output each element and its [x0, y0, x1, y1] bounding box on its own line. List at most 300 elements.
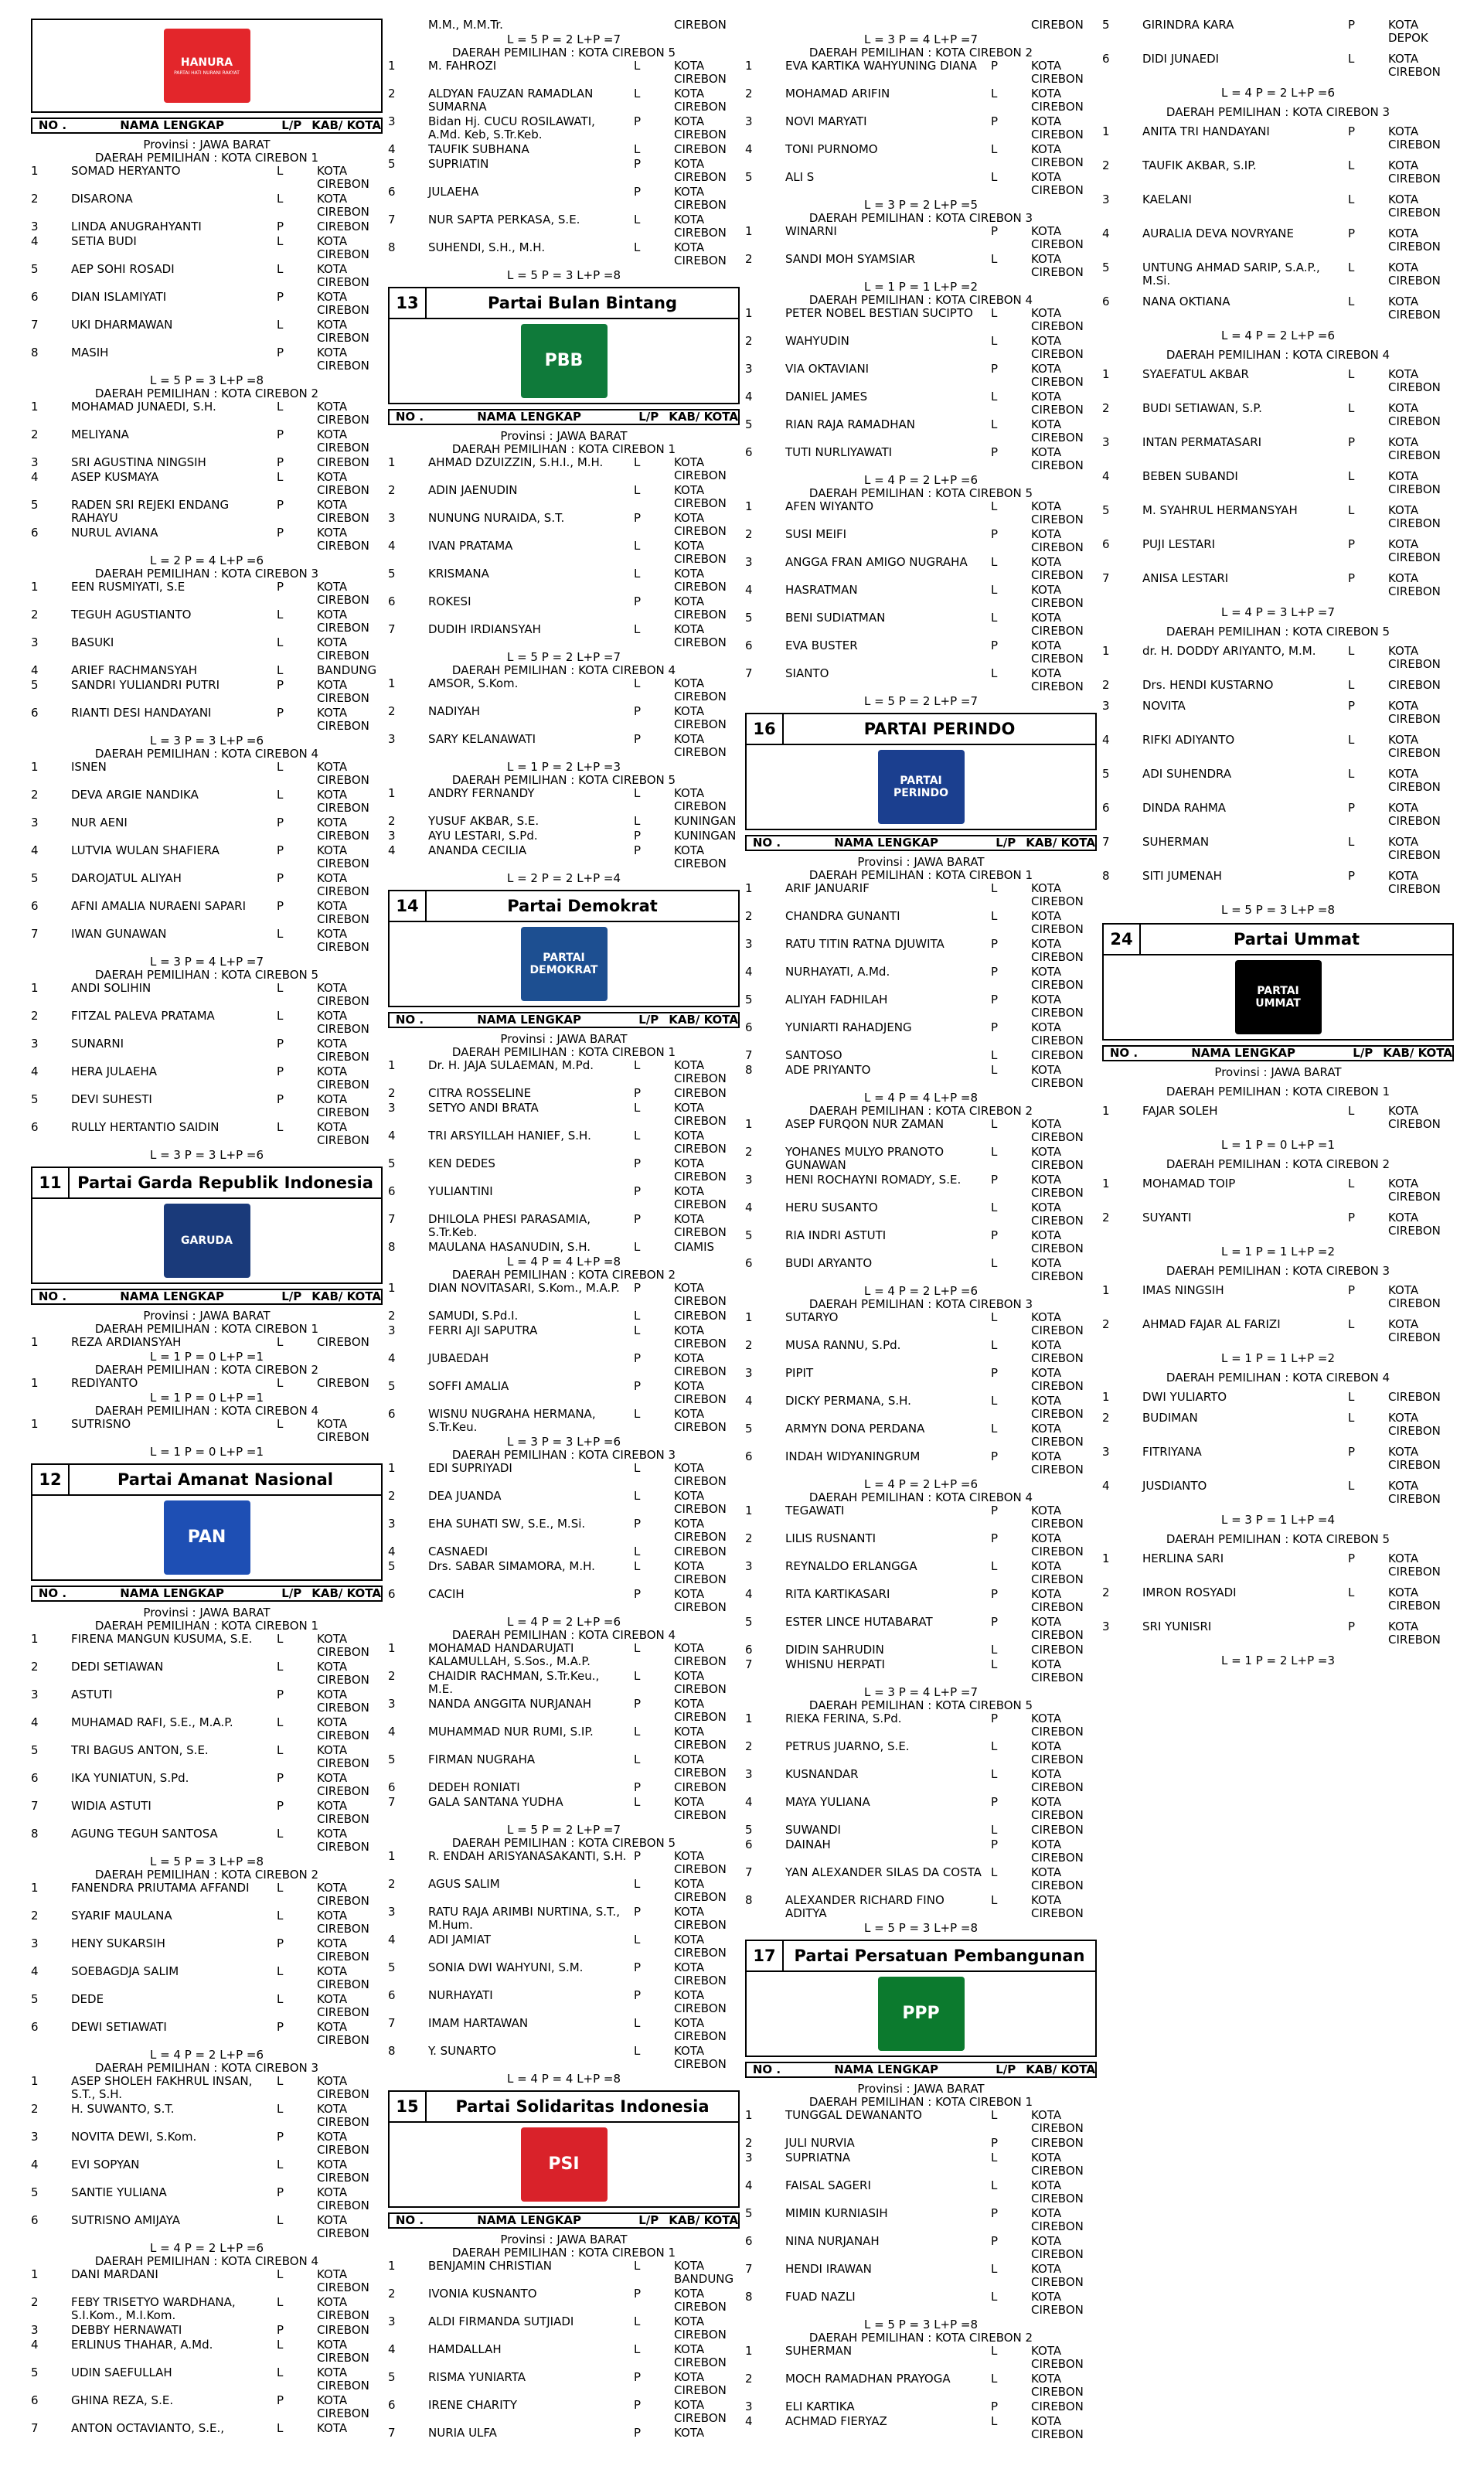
candidate-row	[1102, 1480, 1454, 1506]
candidate-name: RIA INDRI ASTUTI	[785, 1228, 887, 1242]
district-heading: DAERAH PEMILIHAN : KOTA CIREBON 2	[94, 1868, 319, 1882]
candidate-gender: P	[634, 1780, 642, 1794]
candidate-city: KOTA CIREBON	[1031, 142, 1084, 169]
party-title-bar	[388, 890, 740, 922]
candidate-number: 1	[745, 881, 753, 895]
candidate-gender: P	[991, 1587, 999, 1601]
candidate-city: KOTA CIREBON	[1031, 965, 1084, 992]
candidate-row	[1102, 645, 1454, 671]
candidate-number: 2	[31, 2295, 39, 2309]
province-label: Provinsi : JAWA BARAT	[500, 429, 628, 443]
candidate-number: 1	[745, 1310, 753, 1324]
candidate-gender: L	[277, 2366, 284, 2379]
candidate-name: NURUL AVIANA	[71, 526, 158, 540]
candidate-city: KOTA CIREBON	[317, 1936, 369, 1964]
candidate-row	[745, 1173, 1097, 1200]
candidate-row	[388, 1560, 740, 1586]
district-heading: DAERAH PEMILIHAN : KOTA CIREBON 4	[451, 663, 676, 677]
candidate-row	[31, 291, 383, 317]
candidate-row	[745, 611, 1097, 638]
candidate-number: 3	[745, 2400, 753, 2413]
candidate-name: MUSA RANNU, S.Pd.	[785, 1338, 901, 1352]
candidate-name: RIANTI DESI HANDAYANI	[71, 706, 212, 720]
candidate-name: TAUFIK SUBHANA	[428, 142, 529, 156]
candidate-number: 2	[745, 1338, 753, 1352]
district-heading: DAERAH PEMILIHAN : KOTA CIREBON 3	[451, 1448, 676, 1462]
candidate-row	[388, 595, 740, 622]
candidate-row	[1102, 504, 1454, 530]
candidate-gender: L	[634, 2342, 641, 2356]
candidate-number: 1	[31, 400, 39, 414]
candidate-city: KOTA CIREBON	[674, 539, 727, 566]
candidate-row	[31, 318, 383, 345]
candidate-number: 1	[745, 499, 753, 513]
candidate-city: KOTA CIREBON	[1031, 114, 1084, 141]
candidate-name: SUSI MEIFI	[785, 527, 847, 541]
candidate-gender: L	[1348, 401, 1355, 415]
candidate-row	[31, 2422, 383, 2435]
candidate-number: 6	[388, 2398, 396, 2412]
candidate-row	[31, 844, 383, 870]
candidate-name: DEA JUANDA	[428, 1489, 502, 1503]
candidate-gender: L	[1348, 1177, 1355, 1190]
candidate-name: ANDRY FERNANDY	[428, 786, 535, 800]
candidate-gender: L	[991, 1310, 998, 1324]
candidate-number: 5	[1102, 261, 1110, 274]
candidate-gender: L	[277, 1743, 284, 1757]
candidate-name: HENDI IRAWAN	[785, 2262, 872, 2276]
candidate-number: 5	[31, 871, 39, 885]
candidate-gender: P	[277, 498, 284, 512]
candidate-row	[1102, 1620, 1454, 1647]
candidate-number: 5	[1102, 18, 1110, 32]
candidate-name: BENI SUDIATMAN	[785, 611, 886, 625]
candidate-row	[388, 1517, 740, 1544]
candidate-gender: L	[277, 1964, 284, 1978]
candidate-gender: P	[277, 1936, 284, 1950]
candidate-row	[745, 2179, 1097, 2205]
candidate-gender: P	[277, 2020, 284, 2034]
candidate-row	[31, 499, 383, 525]
candidate-name: SYARIF MAULANA	[71, 1909, 172, 1923]
candidate-gender: P	[991, 1504, 999, 1517]
candidate-city: KOTA CIREBON	[1031, 1173, 1084, 1200]
candidate-row	[388, 1157, 740, 1184]
candidate-name: TAUFIK AKBAR, S.IP.	[1142, 158, 1257, 172]
district-heading: DAERAH PEMILIHAN : KOTA CIREBON 5	[808, 1698, 1033, 1712]
district-heading: DAERAH PEMILIHAN : KOTA CIREBON 2	[1166, 1157, 1390, 1171]
candidate-gender: L	[1348, 192, 1355, 206]
candidate-row	[388, 567, 740, 594]
candidate-city: KOTA CIREBON	[1031, 1020, 1084, 1047]
candidate-gender: L	[991, 583, 998, 597]
candidate-number: 7	[1102, 571, 1110, 585]
candidate-gender: P	[277, 2185, 284, 2199]
candidate-row	[388, 1753, 740, 1780]
candidate-name: ADI SUHENDRA	[1142, 767, 1232, 781]
candidate-name: ALDI FIRMANDA SUTJIADI	[428, 2314, 574, 2328]
district-heading: DAERAH PEMILIHAN : KOTA CIREBON 1	[451, 1045, 676, 1059]
header-lp: L/P	[1353, 1046, 1373, 1060]
logo-label: PARTAI PERINDO	[893, 775, 949, 799]
candidate-row	[31, 789, 383, 815]
candidate-number: 6	[745, 1838, 753, 1851]
party-title-bar	[31, 1463, 383, 1496]
candidate-number: 5	[388, 2370, 396, 2384]
candidate-city: KOTA CIREBON	[317, 788, 369, 815]
header-kab: KAB/ KOTA	[1026, 836, 1095, 850]
candidate-city: KOTA CIREBON	[1031, 2290, 1084, 2317]
logo-label: GARUDA	[181, 1235, 233, 1247]
candidate-row	[745, 2291, 1097, 2317]
candidate-city: CIREBON	[674, 1086, 727, 1100]
candidate-row	[745, 2400, 1097, 2413]
candidate-row	[388, 1241, 740, 1254]
candidate-row	[745, 1824, 1097, 1837]
candidate-name: Dr. H. JAJA SULAEMAN, M.Pd.	[428, 1058, 594, 1072]
candidate-name: NUR AENI	[71, 816, 128, 829]
candidate-name: DEVA ARGIE NANDIKA	[71, 788, 199, 802]
candidate-row	[31, 1418, 383, 1444]
candidate-row	[388, 2371, 740, 2397]
candidate-city: KOTA CIREBON	[674, 2398, 727, 2425]
candidate-gender: L	[634, 1725, 641, 1739]
candidate-row	[1102, 700, 1454, 726]
candidate-row	[745, 1616, 1097, 1642]
candidate-gender: L	[991, 2262, 998, 2276]
candidate-number: 7	[745, 1048, 753, 1062]
candidate-city: KOTA CIREBON	[317, 1120, 369, 1147]
candidate-name: ARIF JANUARIF	[785, 881, 870, 895]
candidate-number: 1	[745, 306, 753, 320]
candidate-row	[31, 2268, 383, 2294]
district-summary: L = 5 P = 3 L+P =8	[863, 2318, 979, 2331]
candidate-number: 3	[31, 455, 39, 469]
candidate-number: 6	[388, 1184, 396, 1198]
candidate-row	[745, 2207, 1097, 2233]
candidate-gender: L	[634, 676, 641, 690]
candidate-row	[745, 418, 1097, 444]
candidate-number: 4	[745, 142, 753, 156]
candidate-city: KOTA CIREBON	[1031, 1739, 1084, 1766]
party-number: 13	[390, 288, 427, 318]
candidate-number: 5	[31, 2366, 39, 2379]
candidate-gender: P	[634, 1351, 642, 1365]
candidate-city: KOTA CIREBON	[674, 1517, 727, 1544]
candidate-row	[745, 335, 1097, 361]
candidate-number: 2	[388, 2287, 396, 2301]
candidate-name: ANISA LESTARI	[1142, 571, 1229, 585]
candidate-city: KOTA CIREBON	[1031, 1712, 1084, 1739]
candidate-gender: L	[991, 1048, 998, 1062]
candidate-number: 2	[1102, 1411, 1110, 1425]
candidate-number: 3	[388, 1905, 396, 1919]
district-summary: L = 3 P = 3 L+P =6	[506, 1435, 621, 1449]
candidate-name: FERRI AJI SAPUTRA	[428, 1323, 538, 1337]
candidate-row	[745, 143, 1097, 169]
candidate-row	[388, 1850, 740, 1876]
candidate-number: 8	[388, 1240, 396, 1254]
candidate-gender: L	[991, 1338, 998, 1352]
district-summary: L = 4 P = 4 L+P =8	[506, 2072, 621, 2086]
candidate-number: 6	[388, 1780, 396, 1794]
candidate-row	[388, 87, 740, 114]
candidate-name: DAINAH	[785, 1838, 831, 1851]
candidate-name: Y. SUNARTO	[428, 2044, 496, 2058]
candidate-gender: L	[991, 87, 998, 100]
header-name: NAMA LENGKAP	[834, 2062, 939, 2076]
candidate-number: 1	[31, 2267, 39, 2281]
candidate-row	[388, 484, 740, 510]
candidate-name: RADEN SRI REJEKI ENDANG RAHAYU	[71, 498, 230, 525]
candidate-number: 4	[1102, 1479, 1110, 1493]
candidate-gender: L	[1348, 503, 1355, 517]
district-heading: DAERAH PEMILIHAN : KOTA CIREBON 4	[1166, 1371, 1390, 1385]
candidate-row	[31, 2158, 383, 2185]
district-summary: L = 5 P = 2 L+P =7	[506, 32, 621, 46]
candidate-number: 6	[745, 2234, 753, 2248]
candidate-number: 1	[1102, 1283, 1110, 1297]
candidate-gender: P	[1348, 537, 1356, 551]
district-heading: DAERAH PEMILIHAN : KOTA CIREBON 4	[808, 293, 1033, 307]
candidate-name: KAELANI	[1142, 192, 1192, 206]
candidate-row	[31, 526, 383, 553]
candidate-city: KOTA CIREBON	[1388, 1177, 1441, 1204]
candidate-number: 3	[31, 635, 39, 649]
candidate-gender: L	[277, 1992, 284, 2006]
candidate-row	[745, 1064, 1097, 1090]
district-heading: DAERAH PEMILIHAN : KOTA CIREBON 1	[451, 442, 676, 456]
candidate-row	[1102, 1391, 1454, 1404]
candidate-gender: P	[634, 511, 642, 525]
candidate-name: TUNGGAL DEWANANTO	[785, 2108, 922, 2122]
candidate-row	[31, 1065, 383, 1092]
district-heading: DAERAH PEMILIHAN : KOTA CIREBON 5	[94, 968, 319, 982]
party-logo-box	[745, 745, 1097, 830]
candidate-city: KOTA CIREBON	[1388, 1104, 1441, 1131]
candidate-number: 1	[388, 1641, 396, 1655]
candidate-city: CIREBON	[317, 1335, 369, 1349]
candidate-row	[1102, 1586, 1454, 1613]
candidate-gender: P	[634, 594, 642, 608]
candidate-number: 4	[31, 470, 39, 484]
candidate-city: KOTA	[317, 2421, 348, 2435]
candidate-city: KOTA CIREBON	[1031, 2344, 1084, 2371]
candidate-row	[388, 1933, 740, 1960]
candidate-number: 3	[388, 1101, 396, 1115]
candidate-gender: P	[634, 1281, 642, 1295]
candidate-name: NURHAYATI, A.Md.	[785, 965, 890, 979]
candidate-gender: L	[991, 2151, 998, 2165]
candidate-gender: L	[991, 334, 998, 348]
candidate-row	[31, 1093, 383, 1119]
candidate-city: KOTA CIREBON	[1388, 124, 1441, 152]
candidate-gender: P	[634, 185, 642, 199]
candidate-name: DEDI SETIAWAN	[71, 1660, 164, 1674]
candidate-number: 1	[31, 981, 39, 995]
candidate-gender: P	[634, 157, 642, 171]
candidate-name: WAHYUDIN	[785, 334, 849, 348]
candidate-city: KOTA CIREBON	[1031, 1228, 1084, 1255]
candidate-gender: L	[634, 539, 641, 553]
candidate-name: AHMAD FAJAR AL FARIZI	[1142, 1317, 1281, 1331]
candidate-row	[31, 1377, 383, 1390]
candidate-number: 4	[745, 2414, 753, 2428]
candidate-gender: P	[1348, 571, 1356, 585]
candidate-gender: L	[277, 2158, 284, 2171]
header-lp: L/P	[281, 118, 302, 132]
candidate-city: KOTA CIREBON	[1388, 227, 1441, 254]
candidate-name: FITZAL PALEVA PRATAMA	[71, 1009, 215, 1023]
candidate-city: KOTA CIREBON	[317, 192, 369, 219]
candidate-name: NADIYAH	[428, 704, 480, 718]
candidate-name: UDIN SAEFULLAH	[71, 2366, 172, 2379]
candidate-gender: L	[1348, 367, 1355, 381]
candidate-row	[31, 2338, 383, 2365]
candidate-gender: L	[991, 1201, 998, 1214]
party-number: 15	[390, 2092, 427, 2121]
candidate-name: DIDIN SAHRUDIN	[785, 1643, 884, 1657]
candidate-row	[1102, 1446, 1454, 1472]
candidate-name: SONIA DWI WAHYUNI, S.M.	[428, 1960, 584, 1974]
candidate-city: KOTA CIREBON	[674, 1641, 727, 1668]
candidate-gender: L	[277, 1120, 284, 1134]
candidate-name: IRENE CHARITY	[428, 2398, 517, 2412]
district-heading: DAERAH PEMILIHAN : KOTA CIREBON 5	[451, 1836, 676, 1850]
header-name: NAMA LENGKAP	[477, 410, 582, 424]
candidate-row	[388, 1185, 740, 1211]
candidate-name: SUPRIATNA	[785, 2151, 851, 2165]
candidate-number: 1	[31, 164, 39, 178]
candidate-name: EEN RUSMIYATI, S.E	[71, 580, 186, 594]
candidate-row	[31, 235, 383, 261]
candidate-number: 5	[745, 1615, 753, 1629]
candidate-number: 1	[388, 1281, 396, 1295]
candidate-city: KOTA CIREBON	[674, 213, 727, 240]
candidate-name: ALDYAN FAUZAN RAMADLAN SUMARNA	[428, 87, 594, 114]
candidate-number: 4	[388, 1933, 396, 1947]
candidate-name: DIAN NOVITASARI, S.Kom., M.A.P.	[428, 1281, 620, 1295]
candidate-row	[388, 1310, 740, 1323]
candidate-row	[31, 1937, 383, 1964]
candidate-row	[388, 1906, 740, 1932]
candidate-city: CIREBON	[317, 455, 369, 469]
district-heading: DAERAH PEMILIHAN : KOTA CIREBON 3	[94, 2061, 319, 2075]
candidate-number: 1	[388, 455, 396, 469]
candidate-city: KOTA CIREBON	[1388, 1445, 1441, 1472]
candidate-gender: L	[277, 1881, 284, 1895]
party-name: PARTAI PERINDO	[863, 720, 1016, 738]
candidate-name: ALIYAH FADHILAH	[785, 993, 888, 1006]
candidate-row	[31, 400, 383, 427]
candidate-city: CIREBON	[1031, 1643, 1084, 1657]
candidate-gender: P	[1348, 18, 1356, 32]
candidate-row	[388, 1642, 740, 1668]
candidate-city: KOTA CIREBON	[1388, 158, 1441, 186]
province-label: Provinsi : JAWA BARAT	[857, 2082, 985, 2096]
party-name: Partai Garda Republik Indonesia	[77, 1173, 373, 1192]
candidate-city: KOTA CIREBON	[317, 1799, 369, 1826]
candidate-gender: P	[991, 639, 999, 652]
candidate-number: 2	[388, 87, 396, 100]
candidate-city: KOTA CIREBON	[1388, 1317, 1441, 1344]
candidate-name: BENJAMIN CHRISTIAN	[428, 2259, 552, 2273]
candidate-number: 8	[388, 2044, 396, 2058]
candidate-row	[745, 2263, 1097, 2289]
candidate-city: KOTA CIREBON	[1031, 334, 1084, 361]
candidate-number: 2	[1102, 1586, 1110, 1599]
candidate-gender: L	[277, 470, 284, 484]
candidate-city: KOTA CIREBON	[1388, 733, 1441, 760]
garuda-logo	[164, 1204, 250, 1278]
candidate-number: 2	[31, 2102, 39, 2116]
candidate-city: KOTA CIREBON	[1031, 2234, 1084, 2261]
logo-subtitle: PARTAI HATI NURANI RAKYAT	[174, 70, 240, 76]
candidate-row	[388, 1588, 740, 1614]
candidate-city: KOTA CIREBON	[1031, 666, 1084, 693]
candidate-number: 3	[745, 1173, 753, 1187]
candidate-gender: P	[634, 1587, 642, 1601]
candidate-gender: P	[1348, 1551, 1356, 1565]
header-kab: KAB/ KOTA	[311, 118, 381, 132]
candidate-name: ASTUTI	[71, 1688, 113, 1701]
candidate-row	[745, 1118, 1097, 1144]
candidate-name: PETRUS JUARNO, S.E.	[785, 1739, 910, 1753]
candidate-name: MAULANA HASANUDIN, S.H.	[428, 1240, 591, 1254]
candidate-name: EVA BUSTER	[785, 639, 858, 652]
candidate-name: AHMAD DZUIZZIN, S.H.I., M.H.	[428, 455, 604, 469]
candidate-gender: L	[634, 1641, 641, 1655]
candidate-name: SUHERMAN	[1142, 835, 1210, 849]
pbb-logo	[521, 324, 608, 398]
candidate-gender: L	[634, 483, 641, 497]
candidate-number: 2	[31, 192, 39, 206]
candidate-number: 3	[388, 732, 396, 746]
candidate-name: FAJAR SOLEH	[1142, 1104, 1218, 1118]
candidate-gender: P	[277, 1092, 284, 1106]
candidate-row	[745, 2151, 1097, 2178]
candidate-name: LUTVIA WULAN SHAFIERA	[71, 843, 220, 857]
candidate-row	[1102, 679, 1454, 692]
candidate-gender: L	[1348, 835, 1355, 849]
district-summary: L = 1 P = 1 L+P =2	[1220, 1245, 1336, 1259]
candidate-number: 4	[388, 539, 396, 553]
candidate-city: KOTA CIREBON	[317, 1417, 369, 1444]
candidate-number: 7	[1102, 835, 1110, 849]
candidate-name: SUWANDI	[785, 1823, 841, 1837]
candidate-row	[1102, 802, 1454, 828]
candidate-gender: P	[634, 829, 642, 843]
header-kab: KAB/ KOTA	[1026, 2062, 1095, 2076]
candidate-city: KUNINGAN	[674, 829, 737, 843]
candidate-number: 5	[745, 611, 753, 625]
candidate-row	[745, 87, 1097, 114]
candidate-city: KOTA CIREBON	[1388, 469, 1441, 496]
candidate-name: SIANTO	[785, 666, 829, 680]
district-summary: L = 4 P = 2 L+P =6	[863, 1284, 979, 1298]
candidate-city: KOTA CIREBON	[1388, 1620, 1441, 1647]
candidate-number: 2	[31, 608, 39, 622]
province-label: Provinsi : JAWA BARAT	[500, 2233, 628, 2246]
candidate-city: KOTA CIREBON	[674, 1129, 727, 1156]
candidate-number: 1	[1102, 1551, 1110, 1565]
candidate-gender: L	[634, 87, 641, 100]
candidate-name: MUHAMAD RAFI, S.E., M.A.P.	[71, 1715, 233, 1729]
party-name: Partai Persatuan Pembangunan	[794, 1947, 1085, 1965]
header-lp: L/P	[638, 410, 659, 424]
candidate-number: 6	[31, 2020, 39, 2034]
candidate-name: UNTUNG AHMAD SARIP, S.A.P., M.Si.	[1142, 261, 1320, 288]
